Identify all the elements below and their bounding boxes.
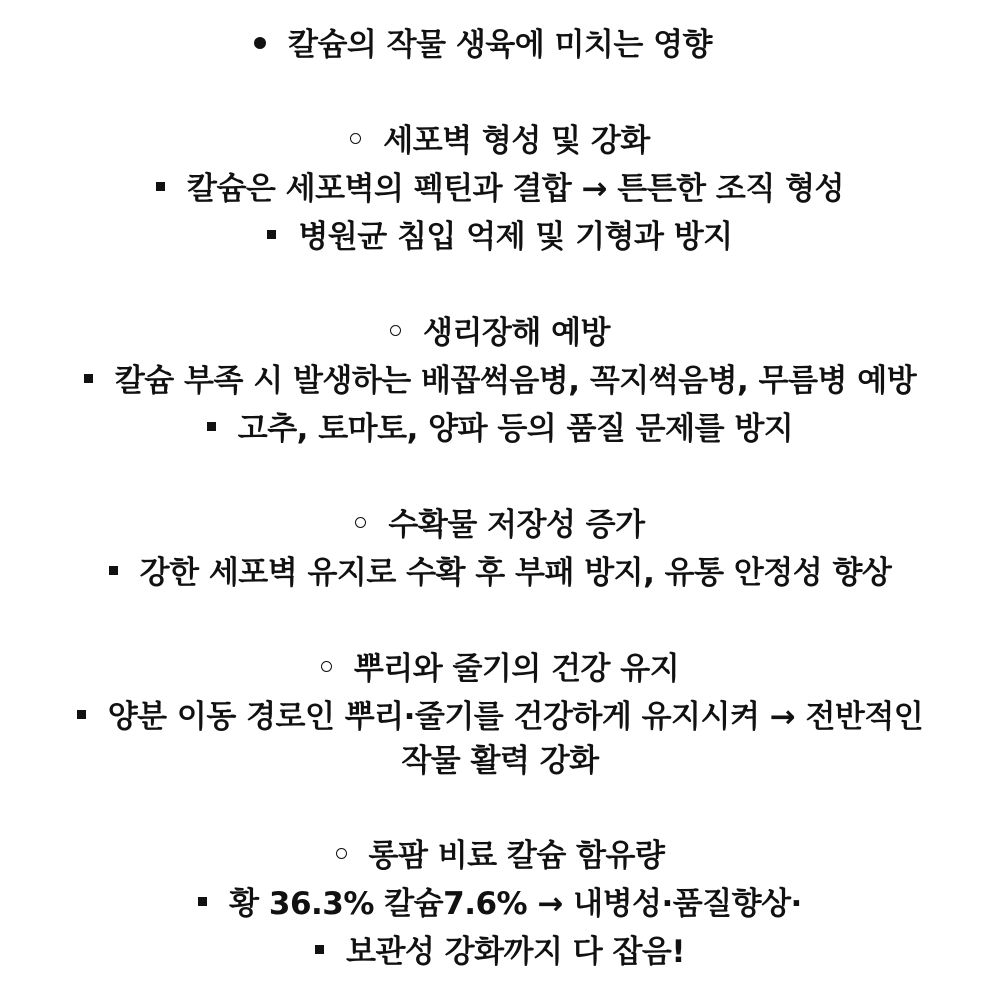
circle-bullet-icon	[390, 325, 401, 336]
section-title-text: 수확물 저장성 증가	[388, 507, 645, 543]
square-bullet-icon	[156, 182, 165, 191]
section-title	[0, 121, 1000, 161]
list-item-text: 작물 활력 강화	[401, 743, 599, 779]
list-item-text: 황 36.3% 칼슘7.6% → 내병성·품질향상·	[229, 886, 802, 922]
circle-bullet-icon	[321, 661, 332, 672]
main-heading	[0, 25, 1000, 65]
list-item-text: 병원균 침입 억제 및 기형과 방지	[298, 219, 733, 255]
section-title-text: 롱팜 비료 칼슘 함유량	[368, 838, 665, 874]
list-item	[0, 884, 1000, 924]
list-item-text: 고추, 토마토, 양파 등의 품질 문제를 방지	[237, 411, 794, 447]
section-title	[0, 313, 1000, 353]
list-item-text: 칼슘은 세포벽의 펙틴과 결합 → 튼튼한 조직 형성	[187, 171, 844, 207]
square-bullet-icon	[198, 897, 207, 906]
list-item-continuation	[0, 741, 1000, 781]
list-item	[0, 409, 1000, 449]
list-item-text: 강한 세포벽 유지로 수확 후 부패 방지, 유통 안정성 향상	[139, 555, 892, 591]
circle-bullet-icon	[350, 133, 361, 144]
list-item-text: 보관성 강화까지 다 잡음!	[346, 934, 685, 970]
list-item-text: 칼슘 부족 시 발생하는 배꼽썩음병, 꼭지썩음병, 무름병 예방	[114, 363, 917, 399]
circle-bullet-icon	[336, 848, 347, 859]
list-item-text: 양분 이동 경로인 뿌리·줄기를 건강하게 유지시켜 → 전반적인	[107, 699, 924, 735]
section-title-text: 뿌리와 줄기의 건강 유지	[353, 651, 680, 687]
square-bullet-icon	[315, 945, 324, 954]
square-bullet-icon	[77, 710, 86, 719]
section-title	[0, 505, 1000, 545]
main-heading-text: 칼슘의 작물 생육에 미치는 영향	[288, 27, 712, 63]
list-item	[0, 553, 1000, 593]
list-item	[0, 932, 1000, 972]
list-item	[0, 217, 1000, 257]
section-title-text: 세포벽 형성 및 강화	[383, 123, 650, 159]
square-bullet-icon	[207, 422, 216, 431]
section-title	[0, 836, 1000, 876]
list-item	[0, 697, 1000, 737]
square-bullet-icon	[267, 230, 276, 239]
disc-bullet-icon	[254, 37, 266, 49]
section-title-text: 생리장해 예방	[423, 315, 610, 351]
square-bullet-icon	[109, 566, 118, 575]
section-title	[0, 649, 1000, 689]
list-item	[0, 169, 1000, 209]
list-item	[0, 361, 1000, 401]
circle-bullet-icon	[355, 517, 366, 528]
square-bullet-icon	[84, 374, 93, 383]
